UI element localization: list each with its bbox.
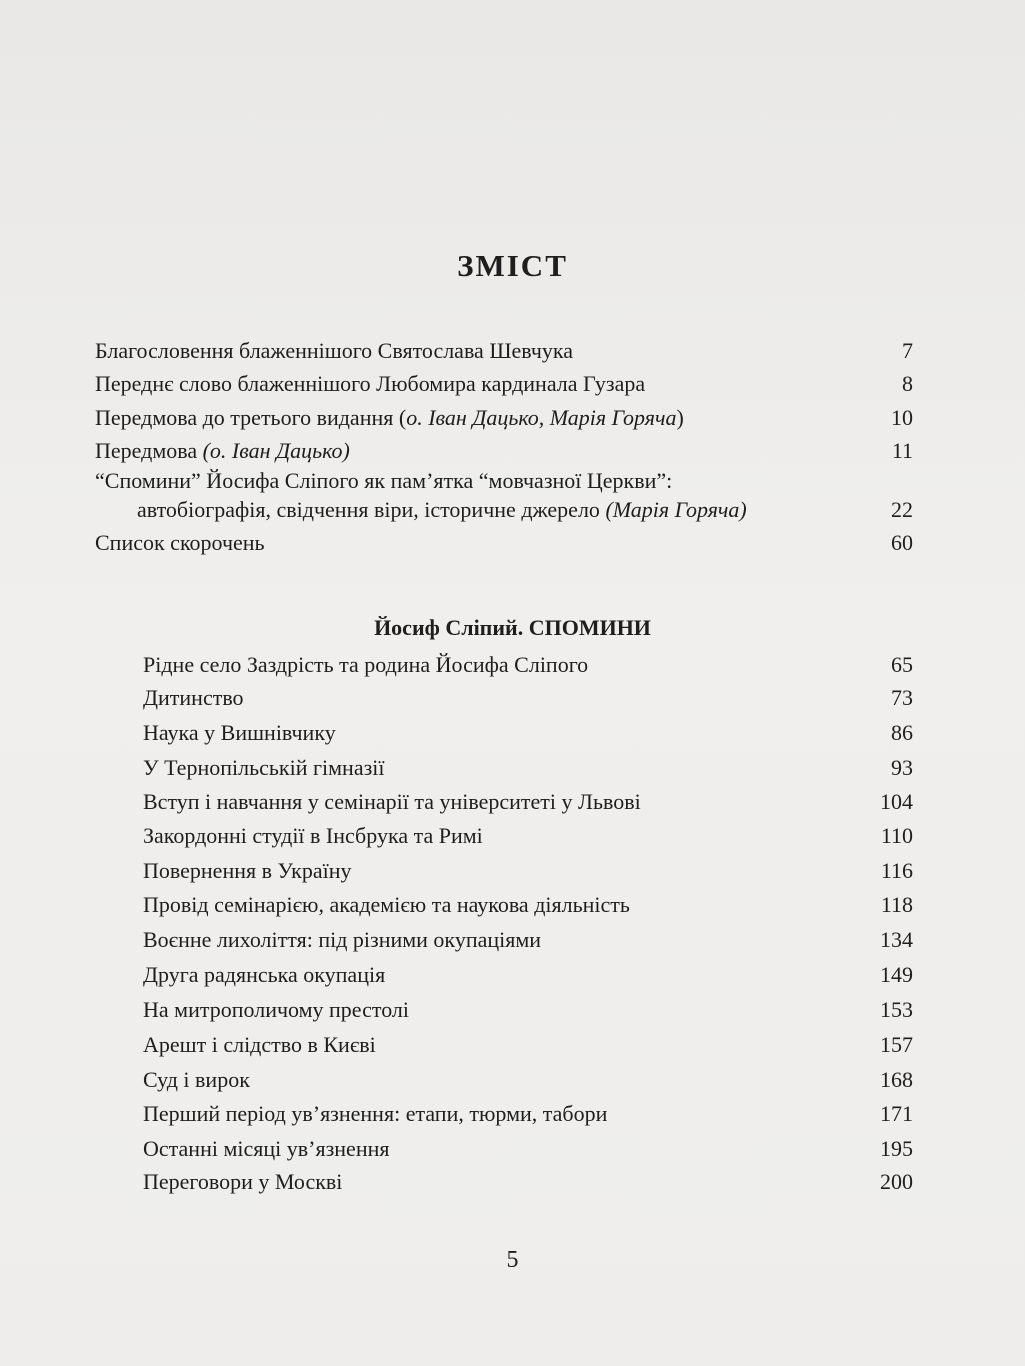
chapter-title: Переговори у Москві [143, 1169, 343, 1194]
toc-entry-text: “Спомини” Йосифа Сліпого як пам’ятка “мовчазної Церкви”: [95, 468, 673, 493]
chapter-page: 149 [880, 962, 913, 987]
section-title: Йосиф Сліпий. СПОМИНИ [374, 615, 651, 640]
chapter-entry [143, 718, 336, 748]
chapter-entry [143, 1099, 607, 1129]
chapter-title: Перший період ув’язнення: етапи, тюрми, табори [143, 1101, 608, 1126]
toc-entry-page: 10 [891, 405, 913, 430]
chapter-title: Дитинство [143, 685, 244, 710]
chapter-entry [143, 650, 588, 680]
chapter-title: У Тернопільській гімназії [143, 755, 385, 780]
chapter-page: 93 [891, 755, 913, 780]
chapter-page: 86 [891, 720, 913, 745]
toc-entry [95, 528, 265, 558]
toc-entry-text: Передмова [95, 438, 203, 463]
chapter-title: На митрополичому престолі [143, 997, 410, 1022]
chapter-title: Друга радянська окупація [143, 962, 386, 987]
toc-entry-text: Благословення блаженнішого Святослава Шевчука [95, 338, 574, 363]
toc-entry-line2 [137, 495, 747, 525]
chapter-entry [143, 925, 541, 955]
chapter-entry [143, 683, 244, 713]
chapter-title: Провід семінарією, академією та наукова діяльність [143, 892, 630, 917]
toc-entry [95, 336, 573, 366]
toc-title: ЗМІСТ [457, 248, 568, 283]
toc-entry-text: Список скорочень [95, 530, 265, 555]
toc-entry-suffix: ) [676, 405, 684, 430]
chapter-page: 171 [880, 1101, 913, 1126]
chapter-page: 134 [880, 927, 913, 952]
chapter-title: Арешт і слідство в Києві [143, 1032, 376, 1057]
chapter-entry [143, 787, 641, 817]
toc-entry-page: 8 [902, 371, 913, 396]
chapter-page: 116 [880, 858, 913, 883]
toc-entry-text: Переднє слово блаженнішого Любомира кардинала Гузара [95, 371, 646, 396]
chapter-page: 104 [880, 789, 913, 814]
chapter-title: Суд і вирок [143, 1067, 250, 1092]
chapter-title: Закордонні студії в Інсбрука та Римі [143, 823, 483, 848]
toc-entry-text: Передмова до третього видання ( [95, 405, 407, 430]
chapter-title: Рідне село Заздрість та родина Йосифа Сліпого [143, 652, 589, 677]
chapter-entry [143, 960, 385, 990]
toc-entry-page: 60 [891, 530, 913, 555]
chapter-entry [143, 995, 409, 1025]
chapter-page: 65 [891, 652, 913, 677]
chapter-title: Вступ і навчання у семінарії та університеті у Львові [143, 789, 641, 814]
chapter-entry [143, 1065, 250, 1095]
chapter-title: Останні місяці ув’язнення [143, 1136, 390, 1161]
toc-entry-author: (о. Іван Дацько) [202, 438, 350, 463]
chapter-title: Наука у Вишнівчику [143, 720, 336, 745]
chapter-page: 157 [880, 1032, 913, 1057]
toc-entry-page: 22 [891, 497, 913, 522]
toc-entry [95, 403, 684, 433]
chapter-entry [143, 821, 483, 851]
toc-entry-line1 [95, 466, 672, 496]
toc-entry-text: автобіографія, свідчення віри, історичне джерело [137, 497, 606, 522]
chapter-page: 73 [891, 685, 913, 710]
chapter-page: 195 [880, 1136, 913, 1161]
toc-entry-page: 7 [902, 338, 913, 363]
toc-entry-author: (Марія Горяча) [605, 497, 747, 522]
page-number: 5 [506, 1247, 519, 1273]
chapter-page: 153 [880, 997, 913, 1022]
chapter-entry [143, 856, 351, 886]
chapter-title: Воєнне лихоліття: під різними окупаціями [143, 927, 542, 952]
chapter-entry [143, 753, 385, 783]
chapter-entry [143, 1030, 376, 1060]
toc-entry-author: о. Іван Дацько, Марія Горяча [406, 405, 677, 430]
chapter-entry [143, 1134, 390, 1164]
toc-entry-page: 11 [891, 438, 913, 463]
chapter-page: 110 [880, 823, 913, 848]
chapter-entry [143, 890, 630, 920]
chapter-entry [143, 1167, 342, 1197]
chapter-title: Повернення в Україну [143, 858, 352, 883]
chapter-page: 168 [880, 1067, 913, 1092]
toc-entry [95, 369, 645, 399]
toc-entry [95, 436, 350, 466]
chapter-page: 118 [880, 892, 913, 917]
chapter-page: 200 [880, 1169, 913, 1194]
